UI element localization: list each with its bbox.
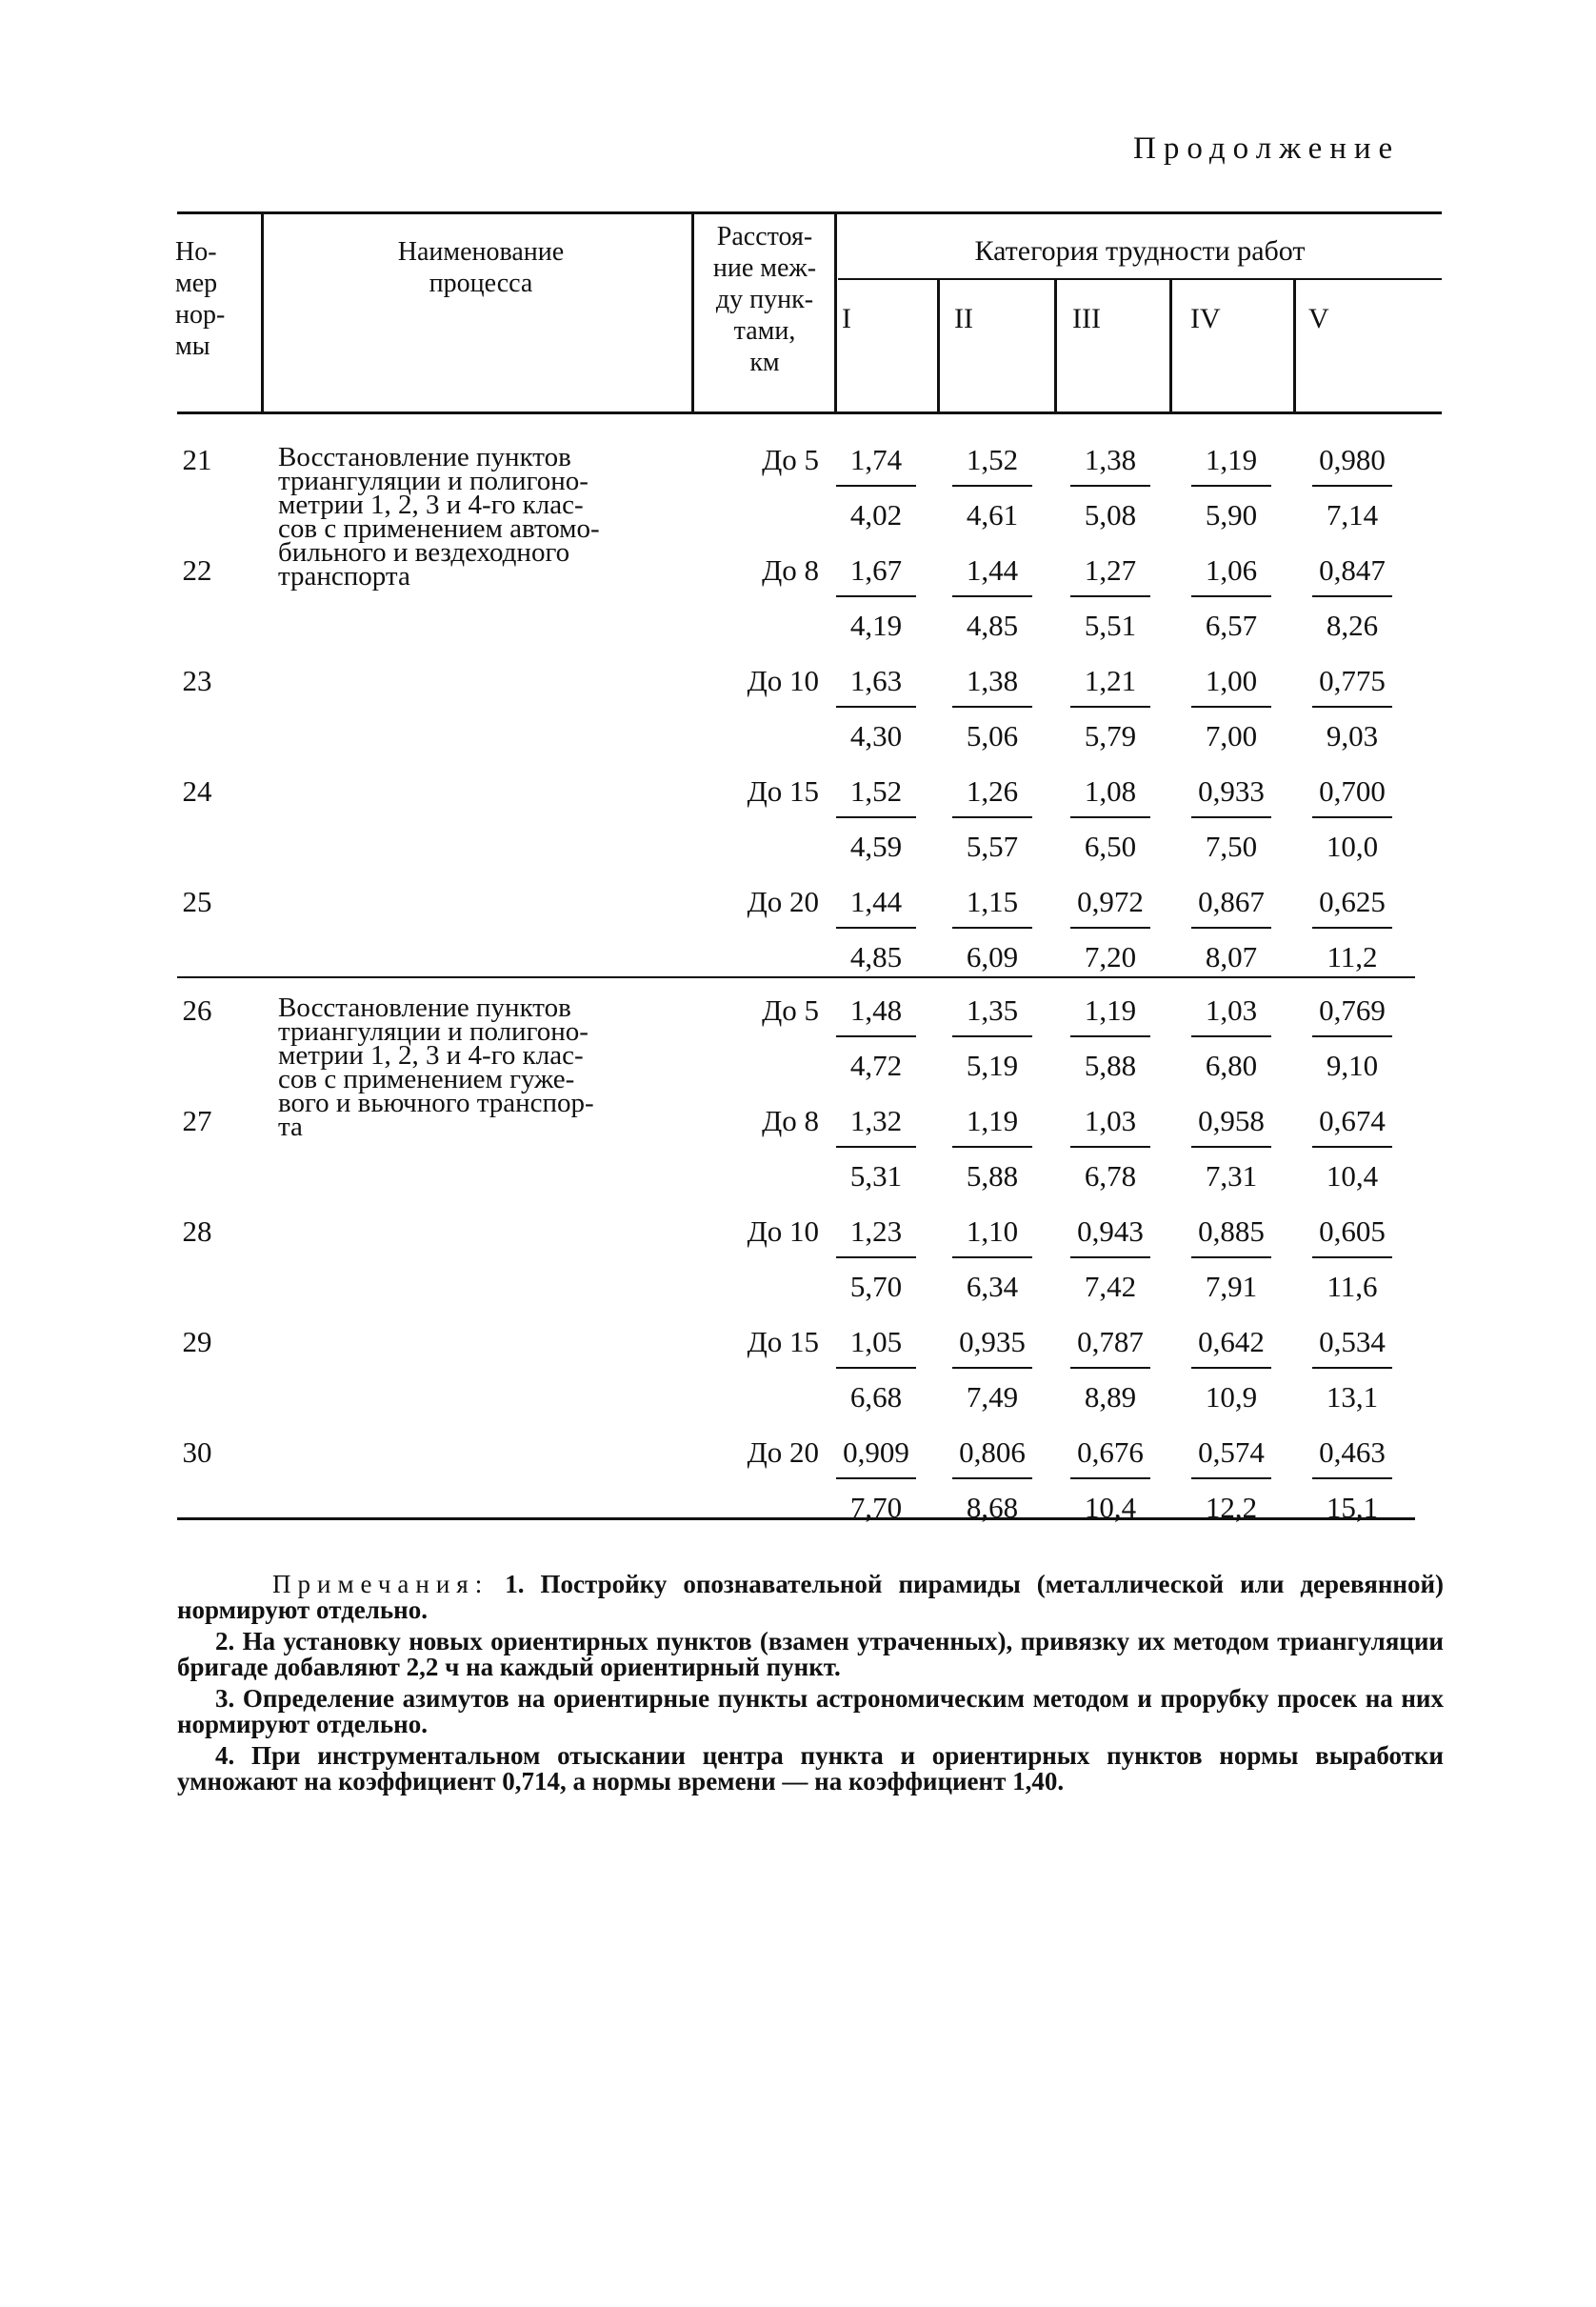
time-norm-value: 1,52 bbox=[966, 443, 1019, 476]
time-norm-value: 1,26 bbox=[966, 774, 1019, 808]
output-norm-value: 5,08 bbox=[1084, 498, 1137, 532]
time-norm-value: 1,21 bbox=[1084, 664, 1137, 697]
norm-number: 26 bbox=[182, 993, 212, 1027]
output-norm-value: 4,72 bbox=[849, 1049, 903, 1082]
output-norm-value: 5,31 bbox=[849, 1159, 903, 1193]
fraction-bar bbox=[1312, 1146, 1392, 1148]
output-norm-value: 6,78 bbox=[1084, 1159, 1137, 1193]
time-norm-value: 0,867 bbox=[1198, 885, 1265, 918]
time-norm-value: 1,19 bbox=[966, 1104, 1019, 1137]
fraction-bar bbox=[1191, 816, 1271, 818]
table-top-rule bbox=[177, 211, 1442, 214]
time-norm-value: 0,980 bbox=[1319, 443, 1386, 476]
output-norm-value: 5,70 bbox=[849, 1270, 903, 1303]
time-norm-value: 0,909 bbox=[843, 1435, 909, 1469]
time-norm-value: 0,775 bbox=[1319, 664, 1386, 697]
time-norm-value: 0,642 bbox=[1198, 1325, 1265, 1358]
output-norm-value: 4,85 bbox=[966, 609, 1019, 642]
fraction-bar bbox=[1191, 927, 1271, 929]
fraction-bar bbox=[952, 816, 1032, 818]
time-norm-value: 1,52 bbox=[849, 774, 903, 808]
fraction-bar bbox=[1191, 1146, 1271, 1148]
fraction-bar bbox=[1191, 1035, 1271, 1037]
output-norm-value: 10,4 bbox=[1084, 1491, 1137, 1524]
output-norm-value: 9,03 bbox=[1326, 719, 1379, 752]
distance-value: До 8 bbox=[762, 1104, 819, 1137]
group-2-process: Восстановление пунктов триангуляции и полигоно- метрии 1, 2, 3 и 4-го клас- сов с применением гуже- вого и вьючного транспор- та bbox=[278, 993, 594, 1142]
note-3: 3. Определение азимутов на ориентирные пункты астрономическим методом и прорубку просек на них нормируют отдельно. bbox=[177, 1684, 1444, 1738]
header-divider-4 bbox=[937, 280, 940, 413]
note-1: Примечания: 1. Постройку опознавательной пирамиды (металлической или деревянной) нормируют отдельно. bbox=[177, 1570, 1445, 1624]
time-norm-value: 1,44 bbox=[849, 885, 903, 918]
output-norm-value: 11,6 bbox=[1327, 1270, 1378, 1303]
fraction-bar bbox=[1070, 1256, 1150, 1258]
distance-value: До 5 bbox=[762, 443, 819, 476]
fraction-bar bbox=[836, 485, 916, 487]
output-norm-value: 7,91 bbox=[1205, 1270, 1258, 1303]
note-4: 4. При инструментальном отыскании центра пункта и ориентирных пунктов нормы выработки умножают на коэффициент 0,714, а нормы времени — на коэффициент 1,40. bbox=[177, 1741, 1444, 1795]
output-norm-value: 5,57 bbox=[966, 830, 1019, 863]
fraction-bar bbox=[1312, 1477, 1392, 1479]
time-norm-value: 0,885 bbox=[1198, 1214, 1265, 1248]
time-norm-value: 0,943 bbox=[1077, 1214, 1144, 1248]
fraction-bar bbox=[1191, 1256, 1271, 1258]
time-norm-value: 1,38 bbox=[1084, 443, 1137, 476]
output-norm-value: 13,1 bbox=[1326, 1380, 1379, 1414]
fraction-bar bbox=[836, 816, 916, 818]
time-norm-value: 1,10 bbox=[966, 1214, 1019, 1248]
fraction-bar bbox=[952, 595, 1032, 597]
fraction-bar bbox=[952, 1477, 1032, 1479]
time-norm-value: 1,63 bbox=[849, 664, 903, 697]
time-norm-value: 1,27 bbox=[1084, 553, 1137, 587]
time-norm-value: 0,933 bbox=[1198, 774, 1265, 808]
fraction-bar bbox=[1191, 595, 1271, 597]
output-norm-value: 7,20 bbox=[1084, 940, 1137, 973]
output-norm-value: 12,2 bbox=[1205, 1491, 1258, 1524]
norm-number: 27 bbox=[182, 1104, 212, 1137]
time-norm-value: 0,787 bbox=[1077, 1325, 1144, 1358]
output-norm-value: 7,70 bbox=[849, 1491, 903, 1524]
fraction-bar bbox=[1191, 1477, 1271, 1479]
norm-number: 21 bbox=[182, 443, 212, 476]
output-norm-value: 4,59 bbox=[849, 830, 903, 863]
norm-number: 24 bbox=[182, 774, 212, 808]
fraction-bar bbox=[836, 706, 916, 708]
time-norm-value: 0,972 bbox=[1077, 885, 1144, 918]
output-norm-value: 8,68 bbox=[966, 1491, 1019, 1524]
output-norm-value: 7,50 bbox=[1205, 830, 1258, 863]
header-divider-5 bbox=[1054, 280, 1057, 413]
fraction-bar bbox=[1191, 485, 1271, 487]
time-norm-value: 1,03 bbox=[1205, 993, 1258, 1027]
output-norm-value: 6,57 bbox=[1205, 609, 1258, 642]
output-norm-value: 6,50 bbox=[1084, 830, 1137, 863]
fraction-bar bbox=[836, 1367, 916, 1369]
fraction-bar bbox=[1312, 1256, 1392, 1258]
distance-value: До 10 bbox=[747, 1214, 819, 1248]
fraction-bar bbox=[1312, 595, 1392, 597]
distance-value: До 5 bbox=[762, 993, 819, 1027]
output-norm-value: 5,51 bbox=[1084, 609, 1137, 642]
fraction-bar bbox=[1312, 1035, 1392, 1037]
header-divider-3 bbox=[834, 211, 837, 413]
group-1-process: Восстановление пунктов триангуляции и полигоно- метрии 1, 2, 3 и 4-го клас- сов с применением автомо- бильного и вездеходного транспорта bbox=[278, 442, 600, 592]
distance-value: До 20 bbox=[747, 1435, 819, 1469]
header-bottom-rule bbox=[177, 411, 1442, 414]
time-norm-value: 0,676 bbox=[1077, 1435, 1144, 1469]
fraction-bar bbox=[1070, 595, 1150, 597]
time-norm-value: 1,00 bbox=[1205, 664, 1258, 697]
fraction-bar bbox=[952, 1035, 1032, 1037]
norm-number: 25 bbox=[182, 885, 212, 918]
time-norm-value: 0,847 bbox=[1319, 553, 1386, 587]
output-norm-value: 4,30 bbox=[849, 719, 903, 752]
time-norm-value: 0,463 bbox=[1319, 1435, 1386, 1469]
fraction-bar bbox=[952, 1256, 1032, 1258]
header-divider-6 bbox=[1169, 280, 1172, 413]
fraction-bar bbox=[1312, 485, 1392, 487]
output-norm-value: 7,14 bbox=[1326, 498, 1379, 532]
norm-number: 30 bbox=[182, 1435, 212, 1469]
group-divider-rule bbox=[177, 976, 1415, 978]
output-norm-value: 8,26 bbox=[1326, 609, 1379, 642]
time-norm-value: 1,67 bbox=[849, 553, 903, 587]
time-norm-value: 1,44 bbox=[966, 553, 1019, 587]
output-norm-value: 5,79 bbox=[1084, 719, 1137, 752]
fraction-bar bbox=[1070, 706, 1150, 708]
output-norm-value: 6,09 bbox=[966, 940, 1019, 973]
fraction-bar bbox=[1070, 1367, 1150, 1369]
header-norm: Но- мер нор- мы bbox=[175, 237, 226, 361]
time-norm-value: 1,03 bbox=[1084, 1104, 1137, 1137]
fraction-bar bbox=[836, 1477, 916, 1479]
fraction-bar bbox=[952, 706, 1032, 708]
time-norm-value: 1,23 bbox=[849, 1214, 903, 1248]
fraction-bar bbox=[1312, 1367, 1392, 1369]
time-norm-value: 1,35 bbox=[966, 993, 1019, 1027]
distance-value: До 15 bbox=[747, 774, 819, 808]
output-norm-value: 7,00 bbox=[1205, 719, 1258, 752]
output-norm-value: 5,88 bbox=[966, 1159, 1019, 1193]
category-header-rule bbox=[838, 278, 1442, 280]
time-norm-value: 1,19 bbox=[1084, 993, 1137, 1027]
header-category-III: III bbox=[1072, 303, 1101, 334]
time-norm-value: 0,700 bbox=[1319, 774, 1386, 808]
fraction-bar bbox=[952, 485, 1032, 487]
output-norm-value: 7,31 bbox=[1205, 1159, 1258, 1193]
time-norm-value: 1,32 bbox=[849, 1104, 903, 1137]
time-norm-value: 1,06 bbox=[1205, 553, 1258, 587]
continuation-label: Продолжение bbox=[1133, 131, 1401, 166]
distance-value: До 10 bbox=[747, 664, 819, 697]
note-2: 2. На установку новых ориентирных пунктов (взамен утраченных), привязку их методом триангуляции бригаде добавляют 2,2 ч на каждый ориентирный пункт. bbox=[177, 1627, 1444, 1681]
header-category-V: V bbox=[1308, 303, 1329, 334]
time-norm-value: 0,674 bbox=[1319, 1104, 1386, 1137]
time-norm-value: 0,958 bbox=[1198, 1104, 1265, 1137]
output-norm-value: 4,85 bbox=[849, 940, 903, 973]
fraction-bar bbox=[952, 927, 1032, 929]
time-norm-value: 0,806 bbox=[959, 1435, 1026, 1469]
output-norm-value: 6,80 bbox=[1205, 1049, 1258, 1082]
output-norm-value: 8,07 bbox=[1205, 940, 1258, 973]
fraction-bar bbox=[836, 1256, 916, 1258]
fraction-bar bbox=[1070, 816, 1150, 818]
time-norm-value: 1,48 bbox=[849, 993, 903, 1027]
time-norm-value: 0,605 bbox=[1319, 1214, 1386, 1248]
time-norm-value: 0,574 bbox=[1198, 1435, 1265, 1469]
output-norm-value: 4,61 bbox=[966, 498, 1019, 532]
time-norm-value: 0,935 bbox=[959, 1325, 1026, 1358]
time-norm-value: 1,74 bbox=[849, 443, 903, 476]
time-norm-value: 1,08 bbox=[1084, 774, 1137, 808]
time-norm-value: 0,534 bbox=[1319, 1325, 1386, 1358]
distance-value: До 20 bbox=[747, 885, 819, 918]
time-norm-value: 1,05 bbox=[849, 1325, 903, 1358]
norm-number: 29 bbox=[182, 1325, 212, 1358]
output-norm-value: 10,0 bbox=[1326, 830, 1379, 863]
header-divider-7 bbox=[1293, 280, 1296, 413]
output-norm-value: 5,06 bbox=[966, 719, 1019, 752]
header-category-II: II bbox=[954, 303, 973, 334]
output-norm-value: 4,19 bbox=[849, 609, 903, 642]
norm-number: 23 bbox=[182, 664, 212, 697]
fraction-bar bbox=[1070, 1035, 1150, 1037]
output-norm-value: 8,89 bbox=[1084, 1380, 1137, 1414]
output-norm-value: 9,10 bbox=[1326, 1049, 1379, 1082]
output-norm-value: 6,34 bbox=[966, 1270, 1019, 1303]
output-norm-value: 5,88 bbox=[1084, 1049, 1137, 1082]
fraction-bar bbox=[1312, 816, 1392, 818]
fraction-bar bbox=[1070, 1477, 1150, 1479]
fraction-bar bbox=[836, 1035, 916, 1037]
header-category-title: Категория трудности работ bbox=[974, 235, 1306, 267]
fraction-bar bbox=[1312, 927, 1392, 929]
fraction-bar bbox=[836, 1146, 916, 1148]
output-norm-value: 7,49 bbox=[966, 1380, 1019, 1414]
output-norm-value: 5,19 bbox=[966, 1049, 1019, 1082]
fraction-bar bbox=[1191, 706, 1271, 708]
header-divider-1 bbox=[261, 211, 264, 413]
time-norm-value: 1,38 bbox=[966, 664, 1019, 697]
output-norm-value: 10,9 bbox=[1205, 1380, 1258, 1414]
fraction-bar bbox=[952, 1146, 1032, 1148]
notes-label: Примечания: bbox=[272, 1570, 489, 1598]
output-norm-value: 4,02 bbox=[849, 498, 903, 532]
output-norm-value: 5,90 bbox=[1205, 498, 1258, 532]
norm-number: 22 bbox=[182, 553, 212, 587]
header-category-I: I bbox=[842, 303, 851, 334]
fraction-bar bbox=[836, 927, 916, 929]
header-process: Наименование процесса bbox=[397, 237, 565, 298]
distance-value: До 8 bbox=[762, 553, 819, 587]
fraction-bar bbox=[1070, 485, 1150, 487]
output-norm-value: 10,4 bbox=[1326, 1159, 1379, 1193]
fraction-bar bbox=[1191, 1367, 1271, 1369]
fraction-bar bbox=[952, 1367, 1032, 1369]
time-norm-value: 1,19 bbox=[1205, 443, 1258, 476]
output-norm-value: 11,2 bbox=[1327, 940, 1378, 973]
notes-block bbox=[177, 1572, 1444, 1800]
output-norm-value: 6,68 bbox=[849, 1380, 903, 1414]
distance-value: До 15 bbox=[747, 1325, 819, 1358]
fraction-bar bbox=[836, 595, 916, 597]
fraction-bar bbox=[1312, 706, 1392, 708]
time-norm-value: 1,15 bbox=[966, 885, 1019, 918]
output-norm-value: 15,1 bbox=[1326, 1491, 1379, 1524]
norm-number: 28 bbox=[182, 1214, 212, 1248]
fraction-bar bbox=[1070, 1146, 1150, 1148]
header-category-IV: IV bbox=[1190, 303, 1221, 334]
header-divider-2 bbox=[691, 211, 694, 413]
header-distance: Расстоя- ние меж- ду пунк- тами, км bbox=[712, 222, 817, 377]
time-norm-value: 0,769 bbox=[1319, 993, 1386, 1027]
time-norm-value: 0,625 bbox=[1319, 885, 1386, 918]
output-norm-value: 7,42 bbox=[1084, 1270, 1137, 1303]
fraction-bar bbox=[1070, 927, 1150, 929]
